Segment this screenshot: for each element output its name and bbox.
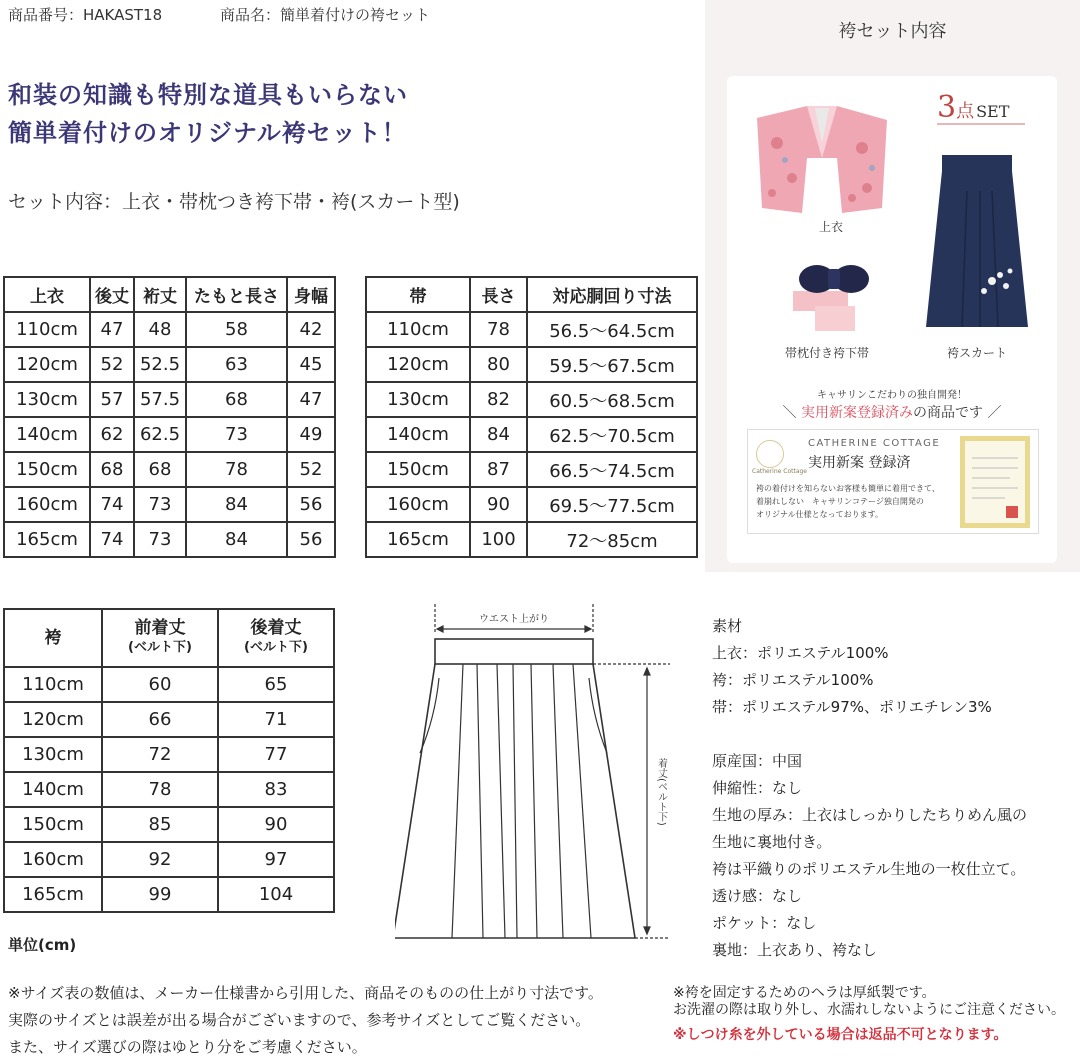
table-row xyxy=(4,487,335,522)
table-cell: 165cm xyxy=(4,522,90,557)
table-row xyxy=(366,487,697,522)
table-cell: 120cm xyxy=(366,347,470,382)
table-cell: 73 xyxy=(186,417,287,452)
cert-text-2: 着崩れしない キャサリンコテージ独自開発の xyxy=(756,497,924,506)
table-cell: 80 xyxy=(470,347,527,382)
badge-num: 3 xyxy=(937,90,957,125)
cert-brand: CATHERINE COTTAGE xyxy=(808,438,941,449)
table-cell: 77 xyxy=(218,737,334,772)
table-cell: 52 xyxy=(90,347,134,382)
table-cell: 56.5～64.5cm xyxy=(527,312,697,347)
materials xyxy=(712,613,992,721)
table-cell: 78 xyxy=(470,312,527,347)
table-cell: 97 xyxy=(218,842,334,877)
spec-thickness-1: 生地の厚み：上衣はしっかりしたちりめん風の xyxy=(712,806,1028,824)
certificate-document-image xyxy=(960,436,1030,528)
table-cell: 78 xyxy=(186,452,287,487)
table-cell: 99 xyxy=(102,877,218,912)
table-cell: 49 xyxy=(287,417,335,452)
table-cell: 65 xyxy=(218,667,334,702)
table-cell: 69.5～77.5cm xyxy=(527,487,697,522)
spec-thickness-3: 袴は平織りのポリエステル生地の一枚仕立て。 xyxy=(712,860,1026,878)
table-cell: 85 xyxy=(102,807,218,842)
product-spec xyxy=(712,748,1027,964)
table-cell: 73 xyxy=(134,522,186,557)
table-row xyxy=(4,772,334,807)
top-size-table xyxy=(3,276,336,558)
length-label: 着丈(ベルト下) xyxy=(655,758,667,826)
table-cell: 48 xyxy=(134,312,186,347)
table-header-cell: 帯 xyxy=(366,277,470,312)
unit-label: 単位(cm) xyxy=(8,936,77,954)
table-cell: 160cm xyxy=(4,842,102,877)
table-cell: 72 xyxy=(102,737,218,772)
table-row xyxy=(4,667,334,702)
table-cell: 120cm xyxy=(4,702,102,737)
table-cell: 57.5 xyxy=(134,382,186,417)
care-note-2: お洗濯の際は取り外し、水濡れしないようにご注意ください。 xyxy=(673,1002,1065,1018)
product-name: 商品名：簡単着付けの袴セット xyxy=(220,6,431,24)
table-cell: 78 xyxy=(102,772,218,807)
table-cell: 84 xyxy=(186,487,287,522)
table-cell: 165cm xyxy=(4,877,102,912)
table-cell: 63 xyxy=(186,347,287,382)
table-cell: 90 xyxy=(470,487,527,522)
table-cell: 130cm xyxy=(4,737,102,772)
table-cell: 45 xyxy=(287,347,335,382)
table-row xyxy=(4,702,334,737)
return-warning: ※しつけ糸を外している場合は返品不可となります。 xyxy=(673,1027,1008,1043)
table-header-cell: 後丈 xyxy=(90,277,134,312)
spec-lining: 裏地：上衣あり、袴なし xyxy=(712,941,878,959)
table-header-cell: 身幅 xyxy=(287,277,335,312)
table-header-cell: 長さ xyxy=(470,277,527,312)
headline xyxy=(8,76,408,152)
table-cell: 150cm xyxy=(366,452,470,487)
table-cell: 87 xyxy=(470,452,527,487)
table-cell: 92 xyxy=(102,842,218,877)
table-cell: 100 xyxy=(470,522,527,557)
item-skirt-label: 袴スカート xyxy=(947,346,1008,360)
table-cell: 68 xyxy=(186,382,287,417)
cert-title: 実用新案 登録済 xyxy=(808,455,911,471)
table-cell: 160cm xyxy=(366,487,470,522)
table-header-cell: 前着丈 (ベルト下) xyxy=(102,609,218,667)
table-header-cell: 裄丈 xyxy=(134,277,186,312)
care-notes xyxy=(673,985,1065,1044)
table-row xyxy=(4,312,335,347)
product-code: 商品番号：HAKAST18 xyxy=(8,6,163,24)
table-cell: 130cm xyxy=(4,382,90,417)
table-cell: 47 xyxy=(287,382,335,417)
headline-line2: 簡単着付けのオリジナル袴セット！ xyxy=(8,118,407,147)
table-cell: 140cm xyxy=(4,772,102,807)
set-card xyxy=(727,76,1057,563)
headline-line1: 和装の知識も特別な道具もいらない xyxy=(8,80,408,109)
set-panel xyxy=(705,0,1080,572)
certificate-box xyxy=(747,429,1039,534)
catherine-line: キャサリンこだわりの独自開発！ xyxy=(817,390,967,401)
table-header-cell: 後着丈 (ベルト下) xyxy=(218,609,334,667)
spec-sheer: 透け感：なし xyxy=(712,887,803,905)
table-cell: 83 xyxy=(218,772,334,807)
patent-prefix: ＼ xyxy=(782,405,801,421)
table-cell: 74 xyxy=(90,522,134,557)
table-cell: 56 xyxy=(287,487,335,522)
table-row xyxy=(4,522,335,557)
table-row xyxy=(366,312,697,347)
table-row xyxy=(366,382,697,417)
table-cell: 140cm xyxy=(366,417,470,452)
table-cell: 52.5 xyxy=(134,347,186,382)
table-cell: 58 xyxy=(186,312,287,347)
spec-origin: 原産国：中国 xyxy=(712,752,803,770)
table-row xyxy=(366,417,697,452)
table-cell: 52 xyxy=(287,452,335,487)
table-cell: 74 xyxy=(90,487,134,522)
table-row xyxy=(4,842,334,877)
table-cell: 140cm xyxy=(4,417,90,452)
spec-pocket: ポケット：なし xyxy=(712,914,817,932)
item-top-label: 上衣 xyxy=(819,220,844,234)
table-cell: 73 xyxy=(134,487,186,522)
patent-red: 実用新案登録済み xyxy=(801,405,913,421)
set-badge xyxy=(937,90,1025,125)
table-cell: 62.5～70.5cm xyxy=(527,417,697,452)
table-cell: 68 xyxy=(90,452,134,487)
table-cell: 66.5～74.5cm xyxy=(527,452,697,487)
table-cell: 60.5～68.5cm xyxy=(527,382,697,417)
table-cell: 57 xyxy=(90,382,134,417)
badge-unit: 点 xyxy=(956,101,975,122)
table-row xyxy=(4,807,334,842)
table-header-cell: 対応胴回り寸法 xyxy=(527,277,697,312)
table-cell: 60 xyxy=(102,667,218,702)
size-notes xyxy=(8,980,603,1061)
table-cell: 160cm xyxy=(4,487,90,522)
cert-brand-small: Catherine Cottage xyxy=(752,468,807,475)
table-row xyxy=(4,737,334,772)
table-cell: 110cm xyxy=(366,312,470,347)
brand-emblem-icon xyxy=(756,440,784,468)
kimono-top-image xyxy=(747,98,897,223)
table-cell: 68 xyxy=(134,452,186,487)
table-cell: 42 xyxy=(287,312,335,347)
badge-set: SET xyxy=(976,102,1010,121)
material-top: 上衣：ポリエステル100% xyxy=(712,644,889,662)
table-row xyxy=(366,347,697,382)
table-cell: 84 xyxy=(470,417,527,452)
material-obi: 帯：ポリエステル97%、ポリエチレン3% xyxy=(712,698,992,716)
table-header-cell: 上衣 xyxy=(4,277,90,312)
table-cell: 104 xyxy=(218,877,334,912)
table-cell: 56 xyxy=(287,522,335,557)
patent-suffix: の商品です ／ xyxy=(913,405,1002,421)
table-cell: 150cm xyxy=(4,452,90,487)
table-row xyxy=(4,452,335,487)
table-row xyxy=(366,452,697,487)
note-2: 実際のサイズとは誤差が出る場合がございますので、参考サイズとしてご覧ください。 xyxy=(8,1011,591,1029)
spec-stretch: 伸縮性：なし xyxy=(712,779,803,797)
table-cell: 47 xyxy=(90,312,134,347)
obi-image xyxy=(785,261,880,341)
table-cell: 90 xyxy=(218,807,334,842)
hakama-skirt-image xyxy=(922,151,1032,331)
table-cell: 59.5～67.5cm xyxy=(527,347,697,382)
table-cell: 71 xyxy=(218,702,334,737)
table-cell: 120cm xyxy=(4,347,90,382)
note-3: また、サイズ選びの際はゆとり分をご考慮ください。 xyxy=(8,1038,367,1056)
table-row xyxy=(366,522,697,557)
panel-title: 袴セット内容 xyxy=(838,21,947,42)
table-cell: 165cm xyxy=(366,522,470,557)
table-header-cell: 袴 xyxy=(4,609,102,667)
table-cell: 130cm xyxy=(366,382,470,417)
table-cell: 66 xyxy=(102,702,218,737)
hakama-diagram xyxy=(395,598,695,948)
cert-text-1: 袴の着付けを知らないお客様も簡単に着用できて、 xyxy=(756,484,940,493)
table-cell: 72～85cm xyxy=(527,522,697,557)
table-cell: 62 xyxy=(90,417,134,452)
table-cell: 62.5 xyxy=(134,417,186,452)
table-row xyxy=(4,382,335,417)
waist-label: ウエスト上がり xyxy=(479,614,549,625)
spec-thickness-2: 生地に裏地付き。 xyxy=(712,833,832,851)
care-note-1: ※袴を固定するためのヘラは厚紙製です。 xyxy=(673,985,936,1001)
table-row xyxy=(4,417,335,452)
patent-line xyxy=(727,402,1057,422)
materials-title: 素材 xyxy=(712,617,743,635)
item-obi-label: 帯枕付き袴下帯 xyxy=(785,346,870,360)
obi-size-table xyxy=(365,276,698,558)
set-contents: セット内容：上衣・帯枕つき袴下帯・袴(スカート型) xyxy=(8,191,460,213)
table-row xyxy=(4,877,334,912)
cert-text xyxy=(756,482,940,521)
table-header-cell: たもと長さ xyxy=(186,277,287,312)
table-cell: 82 xyxy=(470,382,527,417)
table-cell: 84 xyxy=(186,522,287,557)
table-row xyxy=(4,347,335,382)
table-cell: 110cm xyxy=(4,312,90,347)
hakama-size-table xyxy=(3,608,335,913)
note-1: ※サイズ表の数値は、メーカー仕様書から引用した、商品そのものの仕上がり寸法です。 xyxy=(8,984,603,1002)
table-cell: 150cm xyxy=(4,807,102,842)
table-cell: 110cm xyxy=(4,667,102,702)
material-hakama: 袴：ポリエステル100% xyxy=(712,671,874,689)
cert-text-3: オリジナル仕様となっております。 xyxy=(756,510,883,519)
